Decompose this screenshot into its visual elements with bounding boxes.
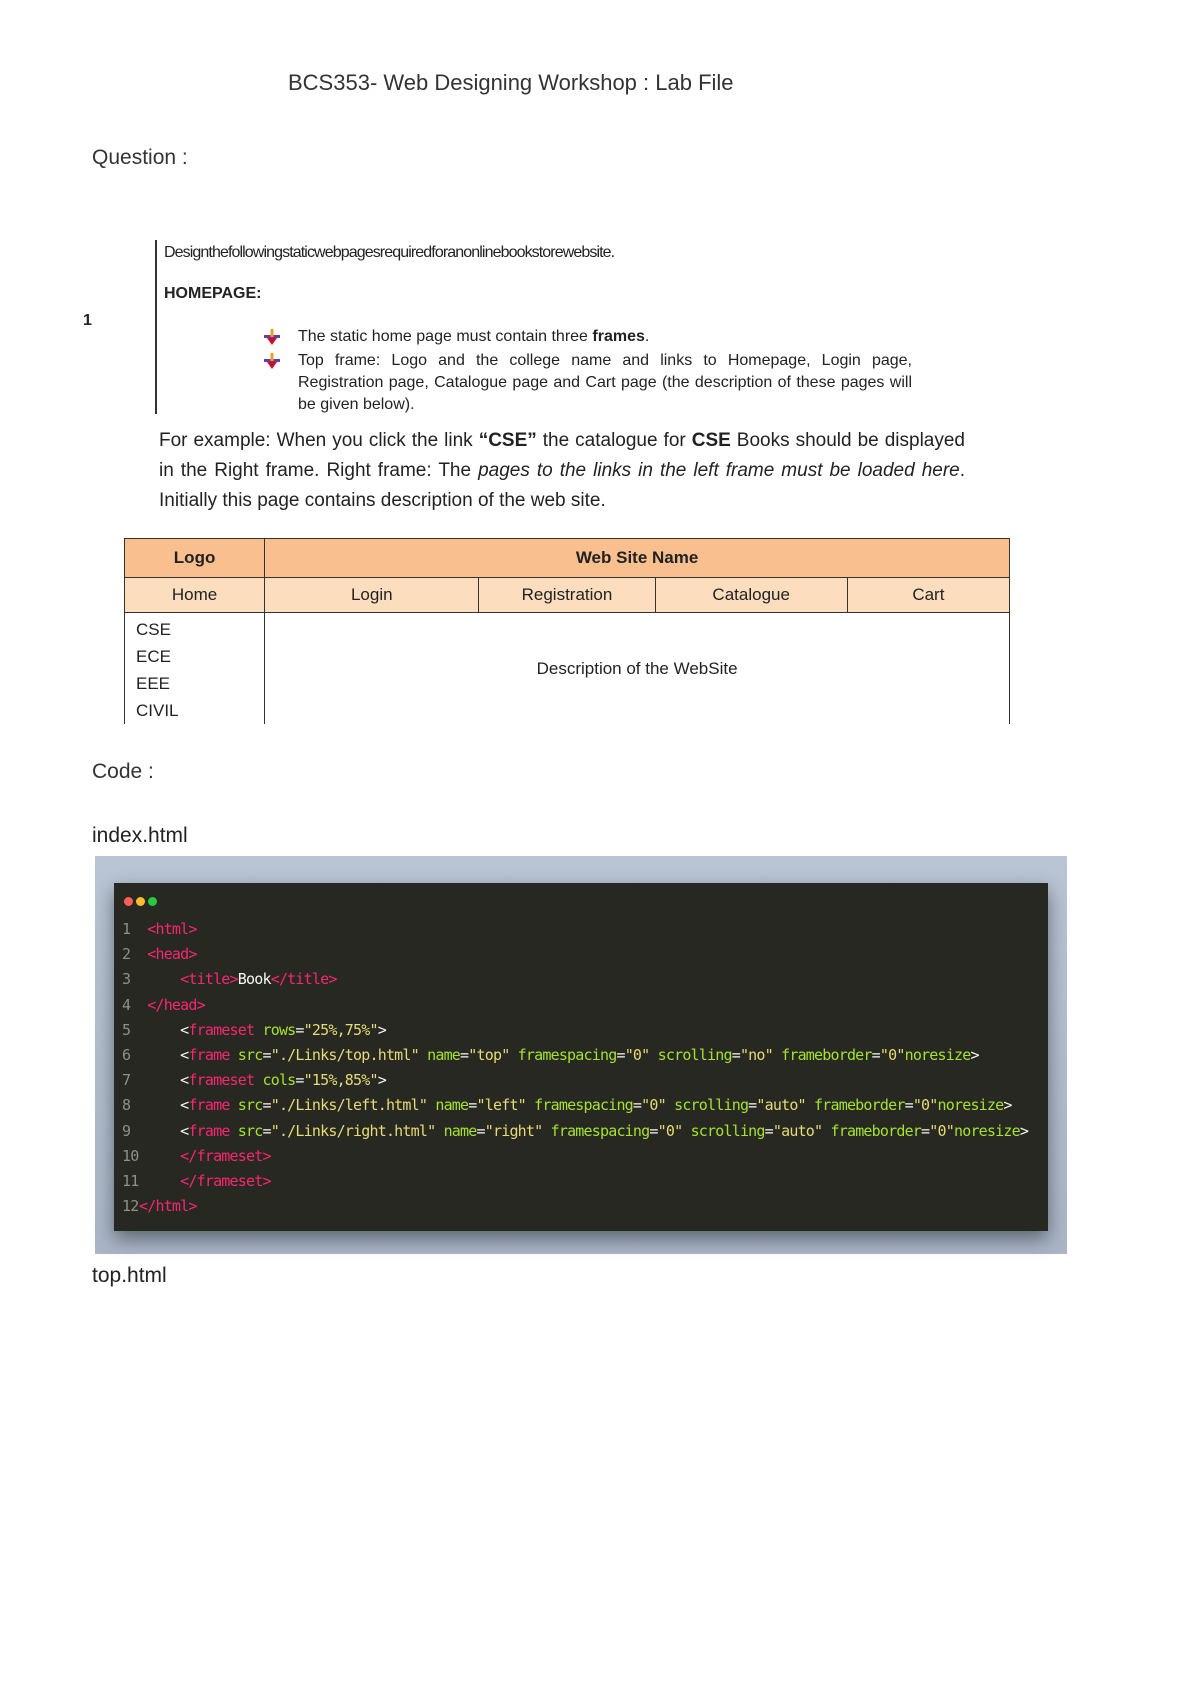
close-dot-icon (124, 897, 133, 906)
site-name-cell: Web Site Name (265, 539, 1010, 578)
code-screenshot (95, 856, 1067, 1254)
left-link-civil: CIVIL (136, 701, 179, 720)
logo-cell: Logo (125, 539, 265, 578)
left-frame-links (125, 613, 265, 725)
bullet-item (262, 326, 912, 348)
code-label: Code : (92, 760, 154, 783)
nav-registration: Registration (479, 578, 655, 613)
question-intro: Designthefollowingstaticwebpagesrequiredforanonlinebookstorewebsite. (164, 244, 615, 261)
question-label: Question : (92, 146, 188, 169)
homepage-layout-table (124, 538, 1010, 724)
description-cell: Description of the WebSite (265, 613, 1010, 725)
minimize-dot-icon (136, 897, 145, 906)
bullet-text: Top frame: Logo and the college name and links to Homepage, Login page, Registration page, Catalogue page and Cart page (the description of these pages will be given below). (298, 352, 912, 413)
document-title: BCS353- Web Designing Workshop : Lab File (288, 70, 734, 95)
left-link-ece: ECE (136, 647, 171, 666)
index-file-label: index.html (92, 824, 188, 847)
code-block: 1 <html> 2 <head> 3 <title>Book</title> 4 </head> 5 <frameset rows="25%,75%"> 6 <frame src="./Links/top.html" name="top" framespacing="0" scrolling="no" frameborder="0"noresize> 7 <frameset cols="15%,85%"> 8 <frame src="./Links/left.html" name="left" framespacing="0" scrolling="auto" frameborder="0"noresize> 9 <frame src="./Links/right.html" name="right" framespacing="0" scrolling="auto" frameborder="0"noresize> 10 </frameset> 11 </frameset> 12</html> (122, 920, 1029, 1216)
question-number: 1 (83, 312, 92, 329)
bullet-item (262, 350, 912, 416)
homepage-heading: HOMEPAGE: (164, 285, 262, 302)
nav-cart: Cart (847, 578, 1009, 613)
left-link-eee: EEE (136, 674, 171, 693)
arrow-down-bullet-icon (262, 328, 282, 346)
bullet-text: The static home page must contain three frames. (298, 328, 650, 345)
arrow-down-bullet-icon (262, 352, 282, 370)
nav-catalogue: Catalogue (655, 578, 847, 613)
code-editor-window (114, 883, 1048, 1231)
maximize-dot-icon (148, 897, 157, 906)
top-file-label: top.html (92, 1264, 167, 1287)
question-divider (155, 240, 157, 414)
left-link-cse: CSE (136, 620, 171, 639)
nav-login: Login (265, 578, 479, 613)
nav-home: Home (125, 578, 265, 613)
example-paragraph: For example: When you click the link “CSE” the catalogue for CSE Books should be displayed in the Right frame. Right frame: The pages to the links in the left frame must be loaded here. Initially this page contains description of the web site. (159, 430, 966, 511)
